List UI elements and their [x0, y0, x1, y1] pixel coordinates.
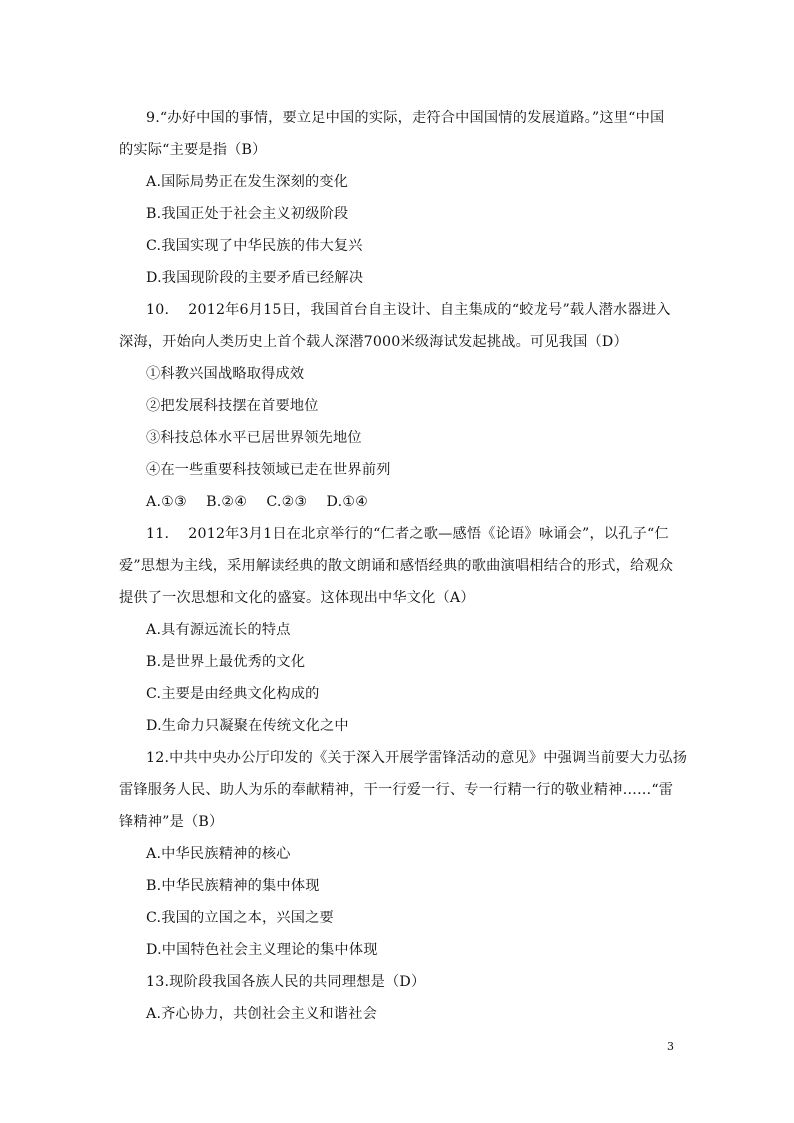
question-10-statement-3: ③科技总体水平已居世界领先地位: [146, 430, 362, 446]
question-13-option-a: A.齐心协力，共创社会主义和谐社会: [146, 1006, 377, 1022]
question-10-statement-4: ④在一些重要科技领域已走在世界前列: [146, 462, 391, 478]
question-11-option-b: B.是世界上最优秀的文化: [146, 654, 306, 670]
question-13-stem: 13.现阶段我国各族人民的共同理想是（D）: [146, 974, 426, 990]
question-9-stem-line-1: 9.“办好中国的事情，要立足中国的实际，走符合中国国情的发展道路。”这里“中国: [146, 110, 665, 126]
question-11-stem-line-1: 11. 2012年3月1日在北京举行的“仁者之歌—感悟《论语》咏诵会”，以孔子“仁: [146, 526, 669, 542]
question-10-stem-line-1: 10. 2012年6月15日，我国首台自主设计、自主集成的“蛟龙号”载人潜水器进入: [146, 302, 671, 318]
question-12-option-a: A.中华民族精神的核心: [146, 846, 291, 862]
question-9-option-a: A.国际局势正在发生深刻的变化: [146, 174, 349, 190]
question-9-option-c: C.我国实现了中华民族的伟大复兴: [146, 238, 363, 254]
question-11-option-c: C.主要是由经典文化构成的: [146, 686, 320, 702]
question-12-option-c: C.我国的立国之本，兴国之要: [146, 910, 334, 926]
question-9-option-b: B.我国正处于社会主义初级阶段: [146, 206, 349, 222]
question-12-stem-line-3: 锋精神”是（B）: [119, 814, 224, 830]
question-10-statement-2: ②把发展科技摆在首要地位: [146, 398, 319, 414]
question-11-stem-line-2: 爱”思想为主线，采用解读经典的散文朗诵和感悟经典的歌曲演唱相结合的形式，给观众: [119, 558, 674, 574]
question-9-option-d: D.我国现阶段的主要矛盾已经解决: [146, 270, 364, 286]
question-12-stem-line-2: 雷锋服务人民、助人为乐的奉献精神，干一行爱一行、专一行精一行的敬业精神……“雷: [119, 782, 674, 798]
question-11-stem-line-3: 提供了一次思想和文化的盛宴。这体现出中华文化（A）: [119, 590, 475, 606]
question-12-option-d: D.中国特色社会主义理论的集中体现: [146, 942, 378, 958]
question-12-stem-line-1: 12.中共中央办公厅印发的《关于深入开展学雷锋活动的意见》中强调当前要大力弘扬: [146, 750, 688, 766]
question-11-option-a: A.具有源远流长的特点: [146, 622, 291, 638]
question-12-option-b: B.中华民族精神的集中体现: [146, 878, 320, 894]
question-11-option-d: D.生命力只凝聚在传统文化之中: [146, 718, 349, 734]
question-10-stem-line-2: 深海，开始向人类历史上首个载人深潜7000米级海试发起挑战。可见我国（D）: [119, 334, 628, 350]
page-number: 3: [667, 1040, 674, 1053]
question-10-statement-1: ①科教兴国战略取得成效: [146, 366, 305, 382]
question-9-stem-line-2: 的实际“主要是指（B）: [119, 142, 267, 158]
question-10-options: A.①③ B.②④ C.②③ D.①④: [146, 494, 369, 510]
